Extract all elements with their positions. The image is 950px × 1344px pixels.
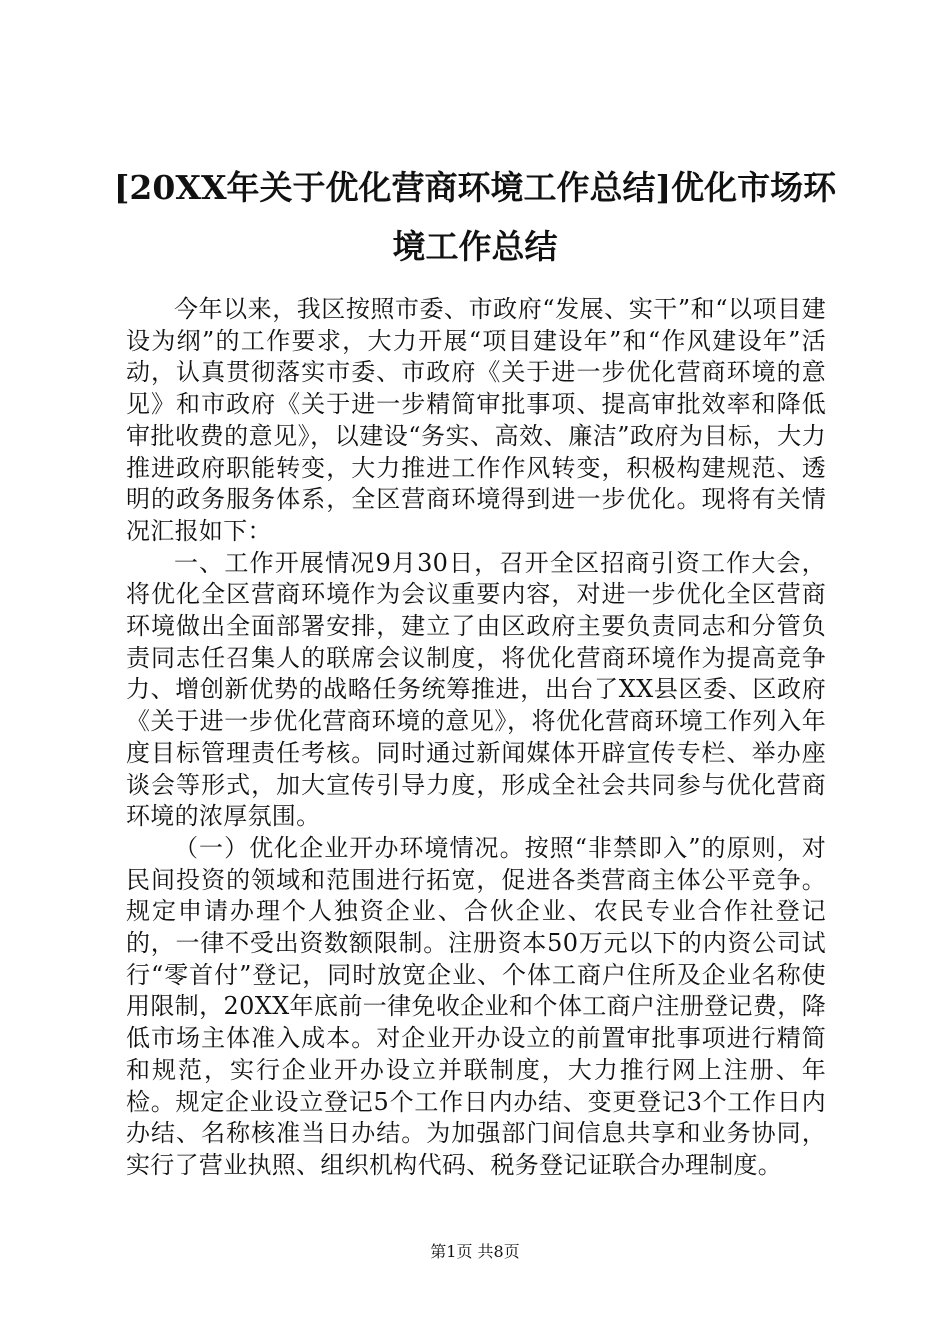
document-title: [20XX年关于优化营商环境工作总结]优化市场环境工作总结 [113,168,837,266]
document-body [126,294,826,1182]
paragraph-subsection-one: （一）优化企业开办环境情况。按照“非禁即入”的原则，对民间投资的领域和范围进行拓宽，促进各类营商主体公平竞争。规定申请办理个人独资企业、合伙企业、农民专业合作社登记的，一律不受出资数额限制。注册资本50万元以下的内资公司试行“零首付”登记，同时放宽企业、个体工商户住所及企业名称使用限制，20XX年底前一律免收企业和个体工商户注册登记费，降低市场主体准入成本。对企业开办设立的前置审批事项进行精简和规范，实行企业开办设立并联制度，大力推行网上注册、年检。规定企业设立登记5个工作日内办结、变更登记3个工作日内办结、名称核准当日办结。为加强部门间信息共享和业务协同，实行了营业执照、组织机构代码、税务登记证联合办理制度。 [126,833,826,1179]
page-number-footer: 第1页 共8页 [430,1242,520,1261]
paragraph-intro: 今年以来，我区按照市委、市政府“发展、实干”和“以项目建设为纲”的工作要求，大力开展“项目建设年”和“作风建设年”活动，认真贯彻落实市委、市政府《关于进一步优化营商环境的意见》和市政府《关于进一步精简审批事项、提高审批效率和降低审批收费的意见》，以建设“务实、高效、廉洁”政府为目标，大力推进政府职能转变，大力推进工作作风转变，积极构建规范、透明的政务服务体系，全区营商环境得到进一步优化。现将有关情况汇报如下： [126,295,826,545]
paragraph-section-one: 一、工作开展情况9月30日，召开全区招商引资工作大会，将优化全区营商环境作为会议重要内容，对进一步优化全区营商环境做出全面部署安排，建立了由区政府主要负责同志和分管负责同志任召集人的联席会议制度，将优化营商环境作为提高竞争力、增创新优势的战略任务统筹推进，出台了XX县区委、区政府《关于进一步优化营商环境的意见》，将优化营商环境工作列入年度目标管理责任考核。同时通过新闻媒体开辟宣传专栏、举办座谈会等形式，加大宣传引导力度，形成全社会共同参与优化营商环境的浓厚氛围。 [126,548,826,831]
